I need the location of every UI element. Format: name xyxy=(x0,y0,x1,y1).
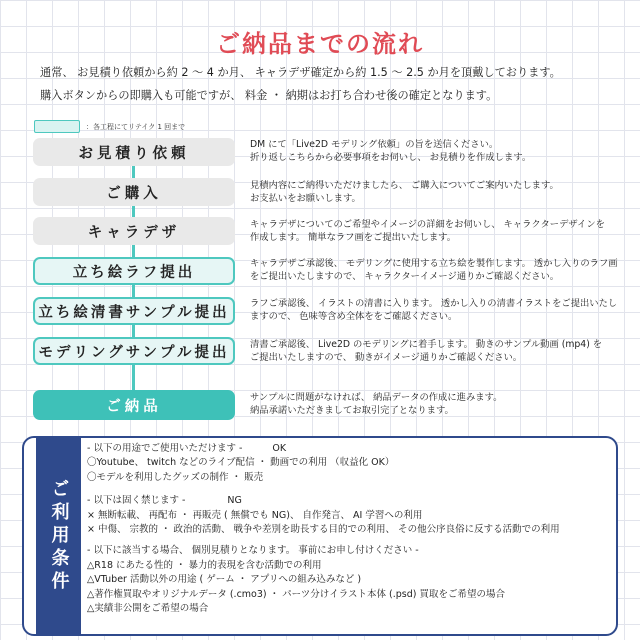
ng-header-row xyxy=(87,494,613,508)
step-estimate-request: お見積り依頼 xyxy=(33,138,235,166)
terms-side-banner xyxy=(36,438,81,634)
legend-swatch xyxy=(34,120,80,133)
desc-line: お支払いをお願いします。 xyxy=(250,193,361,204)
estimate-item: △VTuber 活動以外の用途 ( ゲーム ・ アプリへの組み込みなど ) xyxy=(87,574,362,586)
step-delivery: ご納品 xyxy=(33,390,235,420)
desc-line: 見積内容にご納得いただけましたら、 ご購入についてご案内いたします。 xyxy=(250,180,559,191)
step-delivery-desc xyxy=(250,391,630,417)
desc-line: 作成します。 簡単なラフ画をご提出いたします。 xyxy=(250,232,456,243)
ok-item: 〇モデルを利用したグッズの制作 ・ 販売 xyxy=(87,471,264,483)
step-character-design: キャラデザ xyxy=(33,217,235,245)
desc-line: 折り返しこちらから必要事項をお伺いし、 お見積りを作成します。 xyxy=(250,152,532,163)
step-clean-sample-submission-desc xyxy=(250,297,630,323)
desc-line: ますので、 色味等含め全体ををご確認ください。 xyxy=(250,311,458,322)
step-purchase: ご購入 xyxy=(33,178,235,206)
step-purchase-desc xyxy=(250,179,630,205)
desc-line: をご提出いたしますので、 キャラクターイメージ通りかご確認ください。 xyxy=(250,271,560,282)
step-clean-sample-submission: 立ち絵清書サンプル提出 xyxy=(33,297,235,325)
estimate-header: - 以下に該当する場合、 個別見積りとなります。 事前にお申し付けください - xyxy=(87,545,419,557)
ng-header: - 以下は固く禁じます - xyxy=(87,495,186,507)
desc-line: キャラデザご承認後、 モデリングに使用する立ち絵を製作します。 透かし入りのラフ画 xyxy=(250,258,618,269)
page-title: ご納品までの流れ xyxy=(216,30,424,58)
legend-text: ：各工程にてリテイク 1 回まで xyxy=(86,122,186,131)
intro-line-1: 通常、 お見積り依頼から約 2 ～ 4 か月、 キャラデザ確定から約 1.5 ～ 2.5 か月を頂戴しております。 xyxy=(40,66,561,79)
ng-item: × 中傷、 宗教的 ・ 政治的活動、 戦争や差別を助長する目的での利用、 その他公序良俗に反する活動での利用 xyxy=(87,524,560,536)
desc-line: DM にて「Live2D モデリング依頼」の旨を送信ください。 xyxy=(250,139,499,150)
step-modeling-sample-submission: モデリングサンプル提出 xyxy=(33,337,235,365)
step-rough-submission: 立ち絵ラフ提出 xyxy=(33,257,235,285)
step-character-design-desc xyxy=(250,218,630,244)
step-estimate-request-desc xyxy=(250,138,630,164)
ok-header-row xyxy=(87,442,613,456)
desc-line: 納品承諾いただきましてお取引完了となります。 xyxy=(250,405,454,416)
desc-line: 清書ご承認後、 Live2D のモデリングに着手します。 動きのサンプル動画 (mp4) を xyxy=(250,339,603,350)
terms-of-use-box xyxy=(22,436,618,636)
terms-title: ご利用条件 xyxy=(48,478,70,594)
desc-line: サンプルに問題がなければ、 納品データの作成に進みます。 xyxy=(250,392,503,403)
desc-line: ラフご承認後、 イラストの清書に入ります。 透かし入りの清書イラストをご提出いたし xyxy=(250,298,618,309)
ng-mark: NG xyxy=(227,495,242,507)
desc-line: ご提出いたしますので、 動きがイメージ通りかご確認ください。 xyxy=(250,352,523,363)
retake-legend xyxy=(34,120,185,133)
ok-header: - 以下の用途でご使用いただけます - xyxy=(87,443,243,454)
desc-line: キャラデザについてのご希望やイメージの詳細をお伺いし、 キャラクターデザインを xyxy=(250,219,605,230)
estimate-item: △著作権買取やオリジナルデータ (.cmo3) ・ パーツ分けイラスト本体 (.psd) 買取をご希望の場合 xyxy=(87,588,505,600)
ng-item: × 無断転載、 再配布 ・ 再販売 ( 無償でも NG)、 自作発言、 AI 学習への利用 xyxy=(87,509,423,521)
intro-line-2: 購入ボタンからの即購入も可能ですが、 料金 ・ 納期はお打ち合わせ後の確定となります。 xyxy=(40,89,498,102)
terms-body xyxy=(87,442,613,616)
estimate-item: △実績非公開をご希望の場合 xyxy=(87,603,209,615)
step-rough-submission-desc xyxy=(250,257,630,283)
step-modeling-sample-submission-desc xyxy=(250,338,630,364)
estimate-item: △R18 にあたる性的 ・ 暴力的表現を含む活動での利用 xyxy=(87,559,322,571)
ok-mark: OK xyxy=(272,443,287,454)
ok-item: 〇Youtube、 twitch などのライブ配信 ・ 動画での利用 （収益化 OK） xyxy=(87,457,395,469)
